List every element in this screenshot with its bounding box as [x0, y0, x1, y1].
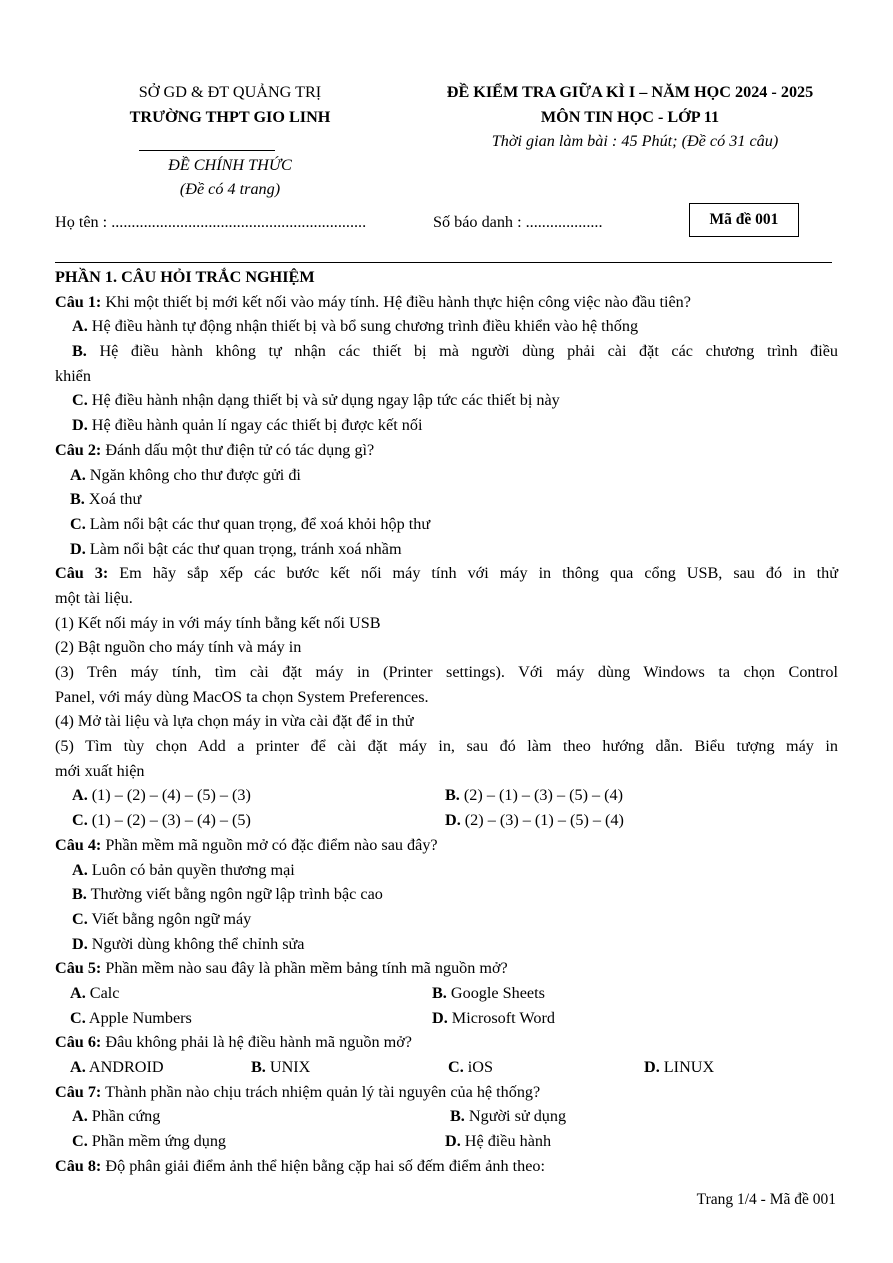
question-7 [55, 1080, 838, 1105]
question-label: Câu 4: [55, 835, 102, 854]
exam-title: ĐỀ KIỂM TRA GIỮA KÌ I – NĂM HỌC 2024 - 2025 [446, 83, 814, 101]
step-5-cont: mới xuất hiện [55, 761, 145, 780]
option-a: A. Phần cứng [72, 1107, 161, 1126]
question-3-cont: một tài liệu. [55, 588, 133, 607]
option-b: B. Xoá thư [70, 490, 142, 509]
option-b: B. Hệ điều hành không tự nhận các thiết bị mà người dùng phải cài đặt các chương trình điều [72, 342, 838, 361]
option-d: D. Làm nổi bật các thư quan trọng, tránh xoá nhầm [70, 539, 402, 558]
question-text: Thành phần nào chịu trách nhiệm quản lý tài nguyên của hệ thống? [101, 1082, 541, 1101]
subject-title: MÔN TIN HỌC - LỚP 11 [540, 107, 720, 126]
option-c: C. Viết bằng ngôn ngữ máy [72, 909, 252, 928]
step-5: (5) Tìm tùy chọn Add a printer để cài đặt máy in, sau đó làm theo hướng dẫn. Biểu tượng máy in [55, 737, 838, 756]
option-b: B. Google Sheets [432, 983, 545, 1002]
option-a: A. ANDROID [70, 1058, 164, 1076]
option-d: D. Hệ điều hành quản lí ngay các thiết bị được kết nối [72, 416, 423, 435]
option-a: A. Luôn có bản quyền thương mại [72, 860, 295, 879]
header-divider [55, 262, 832, 263]
question-label: Câu 6: [55, 1033, 102, 1052]
option-b: B. Thường viết bằng ngôn ngữ lập trình bậc cao [72, 885, 383, 904]
step-1: (1) Kết nối máy in với máy tính bằng kết nối USB [55, 613, 381, 632]
option-d: D. Người dùng không thể chỉnh sửa [72, 934, 305, 953]
option-d: D. Microsoft Word [432, 1008, 555, 1027]
question-label: Câu 7: [55, 1082, 102, 1101]
option-b-cont: khiển [55, 366, 91, 385]
divider-short [139, 150, 275, 151]
option-d: D. (2) – (3) – (1) – (5) – (4) [445, 811, 624, 830]
option-c: C. Phần mềm ứng dụng [72, 1132, 227, 1151]
option-c: C. Apple Numbers [70, 1008, 192, 1027]
options-row-cd [55, 1006, 838, 1031]
option-c: C. Hệ điều hành nhận dạng thiết bị và sử dụng ngay lập tức các thiết bị này [72, 391, 560, 410]
options-row-ab [55, 783, 838, 808]
page-footer: Trang 1/4 - Mã đề 001 [696, 1191, 836, 1208]
question-4 [55, 833, 838, 858]
question-2 [55, 438, 838, 463]
step-3-cont: Panel, với máy dùng MacOS ta chọn System Preferences. [55, 687, 429, 706]
step-4: (4) Mở tài liệu và lựa chọn máy in vừa cài đặt để in thử [55, 712, 414, 731]
question-text: Khi một thiết bị mới kết nối vào máy tính. Hệ điều hành thực hiện công việc nào đầu tiên? [101, 292, 691, 311]
question-text: Đánh dấu một thư điện tử có tác dụng gì? [101, 440, 375, 459]
exam-content [55, 265, 838, 1178]
options-row [55, 1055, 838, 1080]
question-8 [55, 1154, 838, 1179]
time-note: Thời gian làm bài : 45 Phút; (Đề có 31 câu) [491, 132, 779, 151]
question-label: Câu 5: [55, 959, 102, 978]
question-6 [55, 1030, 838, 1055]
options-row-cd [55, 808, 838, 833]
question-label: Câu 3: [55, 564, 109, 583]
options-row-cd [55, 1129, 838, 1154]
question-text: Phần mềm mã nguồn mở có đặc điểm nào sau đây? [101, 835, 438, 854]
question-label: Câu 2: [55, 440, 102, 459]
official-label: ĐỀ CHÍNH THỨC [168, 156, 292, 174]
question-1 [55, 290, 838, 315]
option-a: A. (1) – (2) – (4) – (5) – (3) [72, 786, 251, 805]
question-3 [55, 561, 838, 586]
question-text: Phần mềm nào sau đây là phần mềm bảng tính mã nguồn mở? [101, 959, 508, 978]
option-c: C. Làm nổi bật các thư quan trọng, để xoá khỏi hộp thư [70, 514, 431, 533]
option-a: A. Calc [70, 983, 120, 1002]
step-2: (2) Bật nguồn cho máy tính và máy in [55, 638, 302, 657]
option-b: B. Người sử dụng [450, 1107, 567, 1126]
question-text: Đâu không phải là hệ điều hành mã nguồn mở? [101, 1033, 412, 1052]
pages-note: (Đề có 4 trang) [179, 180, 281, 198]
option-b: B. UNIX [251, 1058, 311, 1076]
header-left [60, 80, 400, 129]
options-row-ab [55, 1104, 838, 1129]
option-c: C. (1) – (2) – (3) – (4) – (5) [72, 811, 251, 830]
option-a: A. Hệ điều hành tự động nhận thiết bị và bổ sung chương trình điều khiển vào hệ thống [72, 317, 639, 336]
option-d: D. LINUX [644, 1058, 715, 1076]
department-name: SỞ GD & ĐT QUẢNG TRỊ [138, 83, 322, 101]
id-field: Số báo danh : ................... [433, 213, 603, 231]
school-name: TRƯỜNG THPT GIO LINH [129, 107, 331, 126]
option-b: B. (2) – (1) – (3) – (5) – (4) [445, 786, 624, 805]
section-title: PHẦN 1. CÂU HỎI TRẮC NGHIỆM [55, 268, 315, 286]
options-row-ab [55, 981, 838, 1006]
question-text: Độ phân giải điểm ảnh thể hiện bằng cặp hai số đếm điểm ảnh theo: [101, 1156, 546, 1175]
header-right [380, 80, 880, 154]
step-3: (3) Trên máy tính, tìm cài đặt máy in (Printer settings). Với máy dùng Windows ta chọn Control [55, 663, 838, 681]
option-d: D. Hệ điều hành [445, 1132, 552, 1151]
option-a: A. Ngăn không cho thư được gửi đi [70, 465, 301, 484]
option-c: C. iOS [448, 1058, 493, 1076]
question-label: Câu 1: [55, 292, 102, 311]
question-5 [55, 956, 838, 981]
question-text: Em hãy sắp xếp các bước kết nối máy tính với máy in thông qua cổng USB, sau đó in thử [108, 564, 838, 583]
name-field: Họ tên : ............................................................... [55, 213, 367, 231]
exam-code-box: Mã đề 001 [689, 203, 799, 237]
question-label: Câu 8: [55, 1156, 102, 1175]
